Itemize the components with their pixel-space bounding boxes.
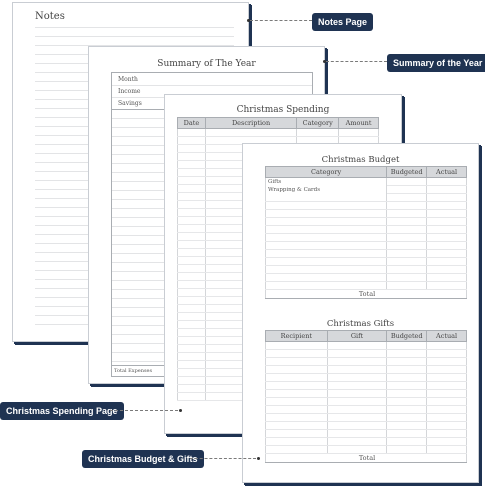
col-gift: Gift (327, 331, 387, 342)
table-cell (178, 177, 206, 185)
table-cell (427, 342, 467, 350)
summary-row-savings: Savings (118, 100, 142, 107)
table-cell (327, 342, 387, 350)
table-cell (327, 374, 387, 382)
table-cell (327, 382, 387, 390)
table-row (178, 129, 379, 137)
table-cell (387, 438, 427, 446)
col-actual: Actual (427, 331, 467, 342)
table-cell (178, 169, 206, 177)
table-cell (266, 422, 328, 430)
table-cell (266, 358, 328, 366)
table-row (266, 282, 467, 290)
table-cell (297, 129, 339, 137)
table-cell (427, 446, 467, 454)
table-cell (178, 289, 206, 297)
table-cell (178, 377, 206, 385)
table-cell (387, 414, 427, 422)
total-row (266, 454, 467, 463)
table-cell (266, 406, 328, 414)
budget-gifts-page (242, 143, 479, 483)
table-cell (387, 274, 427, 282)
total-row (266, 290, 467, 299)
table-cell (387, 390, 427, 398)
table-cell (178, 217, 206, 225)
table-row (266, 342, 467, 350)
table-cell (266, 210, 387, 218)
table-cell (339, 129, 379, 137)
table-row (266, 218, 467, 226)
table-cell (327, 366, 387, 374)
table-cell (205, 129, 296, 137)
table-cell (387, 430, 427, 438)
summary-row-income: Income (118, 88, 141, 95)
table-row (266, 226, 467, 234)
table-cell (178, 145, 206, 153)
table-cell (427, 350, 467, 358)
table-row (266, 242, 467, 250)
table-row (266, 422, 467, 430)
gifts-title: Christmas Gifts (326, 319, 395, 329)
summary-row-month: Month (118, 76, 138, 83)
table-row (266, 350, 467, 358)
summary-pointer-line (326, 61, 387, 62)
table-cell (427, 274, 467, 282)
col-actual: Actual (427, 167, 467, 178)
table-cell (266, 366, 328, 374)
summary-callout: Summary of the Year (387, 54, 485, 72)
notes-page-callout: Notes Page (312, 13, 373, 31)
col-recipient: Recipient (266, 331, 328, 342)
table-cell (427, 266, 467, 274)
table-cell (387, 186, 427, 194)
table-cell (266, 438, 328, 446)
table-cell (266, 274, 387, 282)
table-cell (178, 161, 206, 169)
table-cell (178, 337, 206, 345)
table-cell (427, 398, 467, 406)
table-cell (427, 374, 467, 382)
table-cell (266, 414, 328, 422)
table-cell (387, 342, 427, 350)
table-cell (178, 153, 206, 161)
table-row (266, 186, 467, 194)
table-cell (266, 234, 387, 242)
table-row (266, 430, 467, 438)
col-budgeted: Budgeted (387, 167, 427, 178)
budget-gifts-pointer-dot (257, 457, 260, 460)
table-cell (266, 226, 387, 234)
table-row (266, 374, 467, 382)
spending-pointer-dot (179, 409, 182, 412)
table-cell (178, 297, 206, 305)
table-cell (178, 129, 206, 137)
spending-pointer-line (110, 410, 178, 411)
table-cell (178, 273, 206, 281)
table-cell: Gifts (266, 178, 387, 186)
table-cell (427, 358, 467, 366)
table-cell (427, 250, 467, 258)
table-cell (266, 282, 387, 290)
table-cell (387, 250, 427, 258)
col-category: Category (297, 118, 339, 129)
table-row (266, 210, 467, 218)
table-cell (387, 398, 427, 406)
table-cell (387, 422, 427, 430)
table-row (266, 446, 467, 454)
table-cell (427, 282, 467, 290)
table-cell (327, 438, 387, 446)
col-budgeted: Budgeted (387, 331, 427, 342)
table-cell (427, 210, 467, 218)
table-cell (387, 374, 427, 382)
table-cell (387, 226, 427, 234)
table-cell (178, 393, 206, 401)
table-cell (266, 194, 387, 202)
table-cell (427, 178, 467, 186)
notes-pointer-line (250, 20, 312, 21)
table-row (266, 258, 467, 266)
table-cell (427, 226, 467, 234)
table-cell (178, 305, 206, 313)
table-cell (266, 258, 387, 266)
summary-title: Summary of The Year (157, 59, 256, 69)
table-cell (266, 342, 328, 350)
col-date: Date (178, 118, 206, 129)
table-cell (266, 202, 387, 210)
table-cell (387, 446, 427, 454)
col-description: Description (205, 118, 296, 129)
table-row (266, 234, 467, 242)
table-cell (178, 225, 206, 233)
budget-gifts-pointer-line (190, 458, 256, 459)
table-row (266, 202, 467, 210)
gifts-table (265, 330, 467, 463)
table-cell (178, 241, 206, 249)
table-cell (327, 350, 387, 358)
ruled-line (35, 36, 234, 37)
table-cell (178, 185, 206, 193)
table-cell (266, 382, 328, 390)
col-category: Category (266, 167, 387, 178)
table-cell (178, 209, 206, 217)
table-cell (266, 218, 387, 226)
table-cell (427, 218, 467, 226)
table-cell (266, 250, 387, 258)
table-cell (266, 390, 328, 398)
table-cell (427, 422, 467, 430)
table-cell (327, 406, 387, 414)
table-cell (178, 265, 206, 273)
table-cell (387, 350, 427, 358)
notes-title: Notes (35, 11, 65, 22)
table-row (266, 398, 467, 406)
table-cell (178, 193, 206, 201)
table-cell (427, 258, 467, 266)
table-cell (387, 234, 427, 242)
summary-footer: Total Expenses (114, 368, 153, 374)
table-cell (387, 210, 427, 218)
table-cell (327, 430, 387, 438)
table-row (266, 178, 467, 186)
table-cell (427, 382, 467, 390)
table-cell (266, 374, 328, 382)
table-cell (178, 233, 206, 241)
total-label: Total (266, 454, 467, 463)
table-row (266, 250, 467, 258)
table-row (266, 414, 467, 422)
table-cell (427, 414, 467, 422)
spending-callout: Christmas Spending Page (0, 402, 124, 420)
table-cell (178, 361, 206, 369)
table-row (266, 406, 467, 414)
table-row (266, 266, 467, 274)
table-cell (327, 398, 387, 406)
table-cell (427, 366, 467, 374)
table-cell (387, 258, 427, 266)
table-cell (427, 194, 467, 202)
table-cell (327, 358, 387, 366)
budget-table (265, 166, 467, 299)
table-cell (266, 242, 387, 250)
table-cell (327, 422, 387, 430)
table-cell (427, 186, 467, 194)
table-cell (178, 137, 206, 145)
table-cell (387, 366, 427, 374)
table-cell (387, 406, 427, 414)
table-cell (387, 202, 427, 210)
table-cell (178, 369, 206, 377)
table-cell: Wrapping & Cards (266, 186, 387, 194)
table-cell (387, 382, 427, 390)
spending-title: Christmas Spending (236, 105, 330, 115)
table-cell (178, 345, 206, 353)
table-cell (387, 218, 427, 226)
table-cell (427, 390, 467, 398)
table-cell (178, 329, 206, 337)
table-cell (427, 406, 467, 414)
table-cell (387, 282, 427, 290)
table-cell (266, 350, 328, 358)
budget-gifts-callout: Christmas Budget & Gifts (82, 450, 204, 468)
table-cell (387, 358, 427, 366)
table-row (266, 438, 467, 446)
table-row (266, 366, 467, 374)
table-cell (266, 430, 328, 438)
table-row (266, 382, 467, 390)
table-cell (427, 202, 467, 210)
table-cell (327, 390, 387, 398)
table-row (266, 390, 467, 398)
table-row (266, 194, 467, 202)
table-cell (387, 266, 427, 274)
table-cell (387, 242, 427, 250)
table-cell (266, 266, 387, 274)
table-cell (387, 178, 427, 186)
total-label: Total (266, 290, 467, 299)
table-cell (427, 242, 467, 250)
table-cell (178, 321, 206, 329)
ruled-line (35, 27, 234, 28)
table-cell (266, 446, 328, 454)
table-cell (427, 438, 467, 446)
table-cell (427, 430, 467, 438)
col-amount: Amount (339, 118, 379, 129)
table-cell (178, 257, 206, 265)
table-cell (427, 234, 467, 242)
table-cell (266, 398, 328, 406)
table-cell (178, 313, 206, 321)
table-cell (178, 201, 206, 209)
table-cell (387, 194, 427, 202)
table-cell (327, 446, 387, 454)
table-row (266, 358, 467, 366)
table-cell (178, 249, 206, 257)
table-cell (178, 385, 206, 393)
table-row (266, 274, 467, 282)
budget-title: Christmas Budget (321, 155, 400, 165)
table-cell (327, 414, 387, 422)
table-cell (178, 353, 206, 361)
table-cell (178, 281, 206, 289)
